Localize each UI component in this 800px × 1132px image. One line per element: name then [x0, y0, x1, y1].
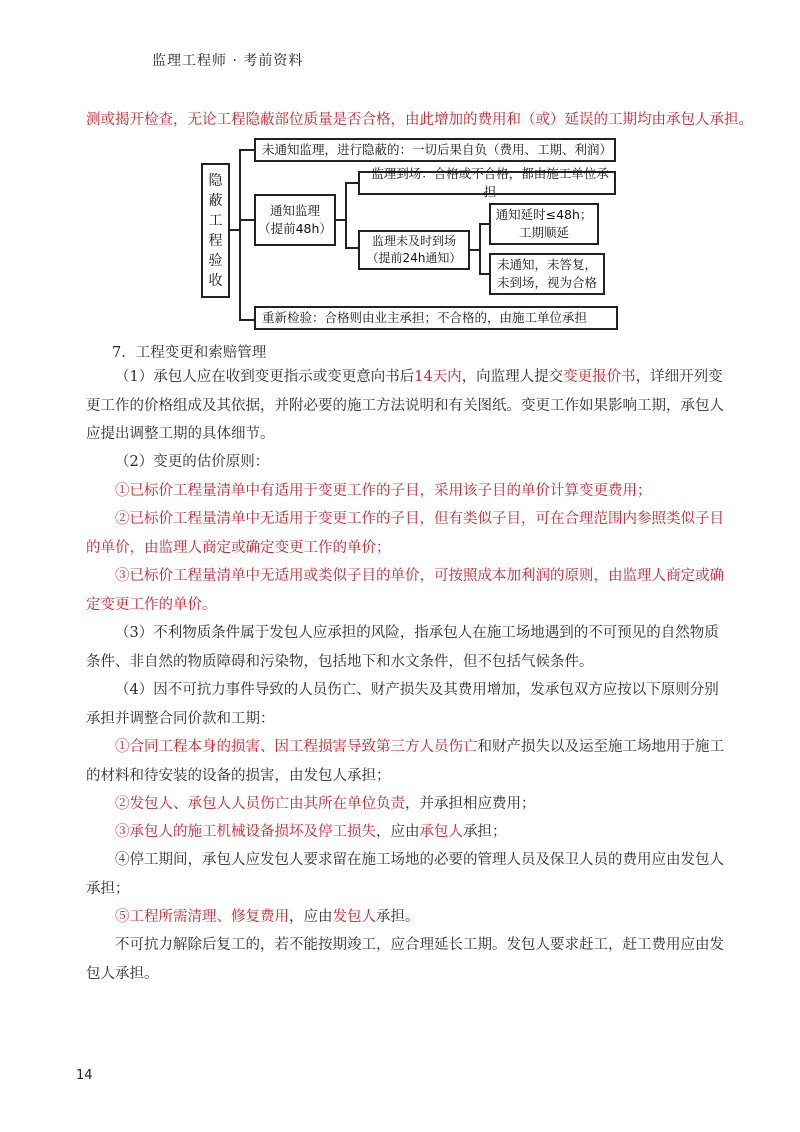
- item5-red: ⑤工程所需清理、修复费用: [115, 909, 289, 925]
- connector-line: [239, 149, 254, 151]
- paragraph-4: （4）因不可抗力事件导致的人员伤亡、财产损失及其费用增加，发承包双方应按以下原则分别承担并调整合同价款和工期：: [86, 682, 719, 727]
- supervisor-not-arrived-box: 监理未及时到场 （提前24h通知）: [358, 230, 470, 270]
- root-char: 程: [208, 232, 223, 249]
- item1-red: ①合同工程本身的损害、因工程损害导致第三方人员伤亡: [115, 739, 478, 755]
- item3-red-2: 承包人: [419, 824, 463, 840]
- root-char: 蔽: [208, 192, 223, 209]
- recheck-box: 重新检验：合格则由业主承担；不合格的，由施工单位承担: [254, 306, 618, 330]
- paragraph-2: （2）变更的估价原则：: [115, 454, 270, 470]
- item2-red: ②发包人、承包人人员伤亡由其所在单位负责: [115, 796, 405, 812]
- diagram-root-box: [201, 163, 230, 298]
- connector-line: [479, 273, 489, 275]
- connector-line: [239, 319, 254, 321]
- p1-red-days: 14天内: [414, 369, 462, 385]
- paragraph-5: 不可抗力解除后复工的，若不能按期竣工，应合理延长工期。发包人要求赶工，赶工费用应由发包人承担。: [86, 937, 724, 982]
- paragraph-1: [86, 363, 726, 449]
- force-majeure-item-5: [86, 903, 726, 932]
- connector-line: [345, 182, 347, 248]
- force-majeure-item-2: [86, 790, 726, 819]
- p1-text: （1）承包人应在收到变更指示或变更意向书后: [115, 369, 415, 385]
- item3-text: 承担；: [463, 824, 507, 840]
- p1-red-quote: 变更报价书: [563, 369, 636, 385]
- valuation-item-2: ②已标价工程量清单中无适用于变更工作的子目，但有类似子目，可在合理范围内参照类似子目的单价，由监理人商定或确定变更工作的单价；: [86, 511, 724, 556]
- supervisor-arrived-box: 监理到场：合格或不合格，都由施工单位承担: [358, 171, 616, 195]
- connector-line: [239, 219, 254, 221]
- item5-red-2: 发包人: [332, 909, 376, 925]
- p1-text: ，详细开列变更工作的价格组成及其依据，并附必要的施工方法说明和有关图纸。变更工作如果影响工期，承包人应提出调整工期的具体细节。: [86, 369, 724, 442]
- connector-line: [345, 247, 358, 249]
- force-majeure-item-3: [86, 818, 726, 847]
- no-notice-box: 未通知，未答复， 未到场，视为合格: [489, 253, 605, 295]
- valuation-item-3: ③已标价工程量清单中无适用或类似子目的单价，可按照成本加利润的原则，由监理人商定或确定变更工作的单价。: [86, 568, 724, 613]
- paragraph-3: （3）不利物质条件属于发包人应承担的风险，指承包人在施工场地遇到的不可预见的自然物质条件、非自然的物质障碍和污染物，包括地下和水文条件，但不包括气候条件。: [86, 625, 719, 670]
- notified-box: 通知监理 （提前48h）: [254, 194, 336, 246]
- section-title: 7．工程变更和索赔管理: [112, 345, 267, 361]
- item5-text: 承担。: [376, 909, 420, 925]
- connector-line: [479, 223, 489, 225]
- item1-text: 和财产损失以及运至施工场地用于施工的材料和待安装的设备的损害，由发包人承担；: [86, 739, 724, 784]
- valuation-item-1: ①已标价工程量清单中有适用于变更工作的子目，采用该子目的单价计算变更费用；: [115, 483, 652, 499]
- root-char: 收: [208, 272, 223, 289]
- item3-red: ③承包人的施工机械设备损坏及停工损失: [115, 824, 376, 840]
- item3-text: ，应由: [376, 824, 420, 840]
- not-notified-box: 未通知监理，进行隐蔽的：一切后果自负（费用、工期、利润）: [254, 138, 616, 162]
- connector-line: [479, 223, 481, 275]
- force-majeure-item-1: [86, 733, 726, 790]
- root-char: 工: [208, 212, 223, 229]
- root-char: 隐: [208, 172, 223, 189]
- page-number: 14: [76, 1068, 93, 1083]
- p1-text: ，向监理人提交: [461, 369, 564, 385]
- intro-line: 测或揭开检查，无论工程隐蔽部位质量是否合格，由此增加的费用和（或）延误的工期均由承包人承担。: [86, 112, 753, 128]
- page-header: 监理工程师 · 考前资料: [152, 53, 304, 69]
- item5-text: ，应由: [289, 909, 333, 925]
- force-majeure-item-4: ④停工期间，承包人应发包人要求留在施工场地的必要的管理人员及保卫人员的费用应由发包人承担；: [86, 852, 724, 897]
- delay-notice-box: 通知延时≤48h； 工期顺延: [489, 203, 599, 245]
- connector-line: [345, 182, 358, 184]
- connector-line: [239, 149, 241, 320]
- item2-text: ，并承担相应费用；: [405, 796, 536, 812]
- root-char: 验: [208, 252, 223, 269]
